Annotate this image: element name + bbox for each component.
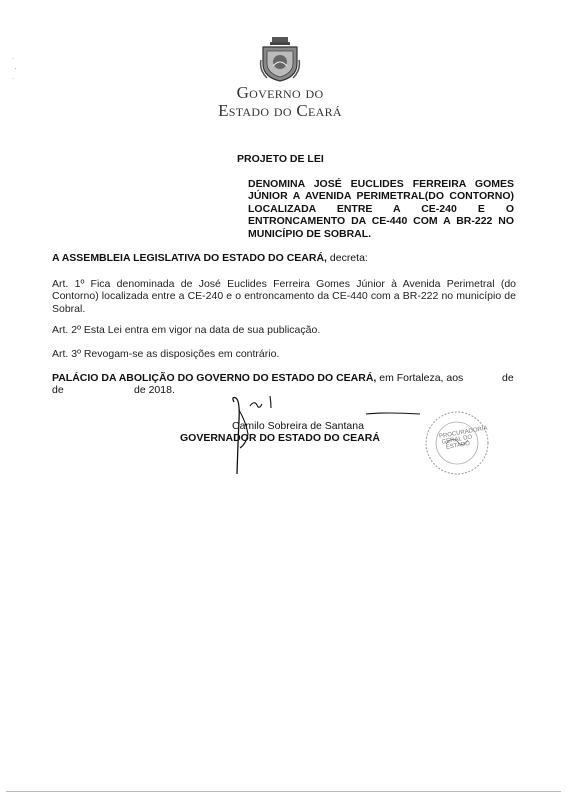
page-bottom-rule (6, 791, 561, 792)
article-3: Art. 3º Revogam-se as disposições em contrário. (52, 348, 280, 360)
signing-place (52, 372, 516, 384)
enacting-clause-bold: A ASSEMBLEIA LEGISLATIVA DO ESTADO DO CEARÁ, (52, 252, 327, 264)
signer-title: GOVERNADOR DO ESTADO DO CEARÁ (180, 432, 380, 444)
signing-date-de-2: de (52, 384, 64, 396)
article-2: Art. 2º Esta Lei entra em vigor na data de sua publicação. (52, 324, 321, 336)
signer-name: Camilo Sobreira de Santana (232, 420, 364, 432)
enacting-clause (52, 252, 368, 264)
stamp-text: PROCURADORIA GERAL DO ESTADO (438, 425, 489, 451)
government-header (180, 84, 380, 120)
state-coat-of-arms-icon (259, 36, 301, 82)
document-title: PROJETO DE LEI (237, 153, 324, 165)
signing-year: de 2018. (134, 384, 175, 396)
enacting-clause-rest: decreta: (326, 252, 368, 264)
signing-place-bold: PALÁCIO DA ABOLIÇÃO DO GOVERNO DO ESTADO DO CEARÁ, (52, 372, 377, 384)
government-header-line2: Estado do Ceará (218, 101, 342, 120)
signing-date-de-1: de (502, 372, 514, 384)
bill-summary: DENOMINA JOSÉ EUCLIDES FERREIRA GOMES JÚNIOR A AVENIDA PERIMETRAL(DO CONTORNO) LOCALIZADA ENTRE A CE-240 E O ENTRONCAMENTO DA CE-440 COM A BR-222 NO MUNICÍPIO DE SOBRAL. (248, 178, 514, 240)
signing-place-rest: em Fortaleza, aos (376, 372, 464, 384)
government-header-line1: Governo do (236, 83, 324, 102)
article-1: Art. 1º Fica denominada de José Euclides Ferreira Gomes Júnior à Avenida Perimetral (do Contorno) localizada entre a CE-240 e o entroncamento da CE-440 com a BR-222 no município de Sobral. (52, 278, 516, 315)
margin-marks: . . . (12, 52, 17, 81)
